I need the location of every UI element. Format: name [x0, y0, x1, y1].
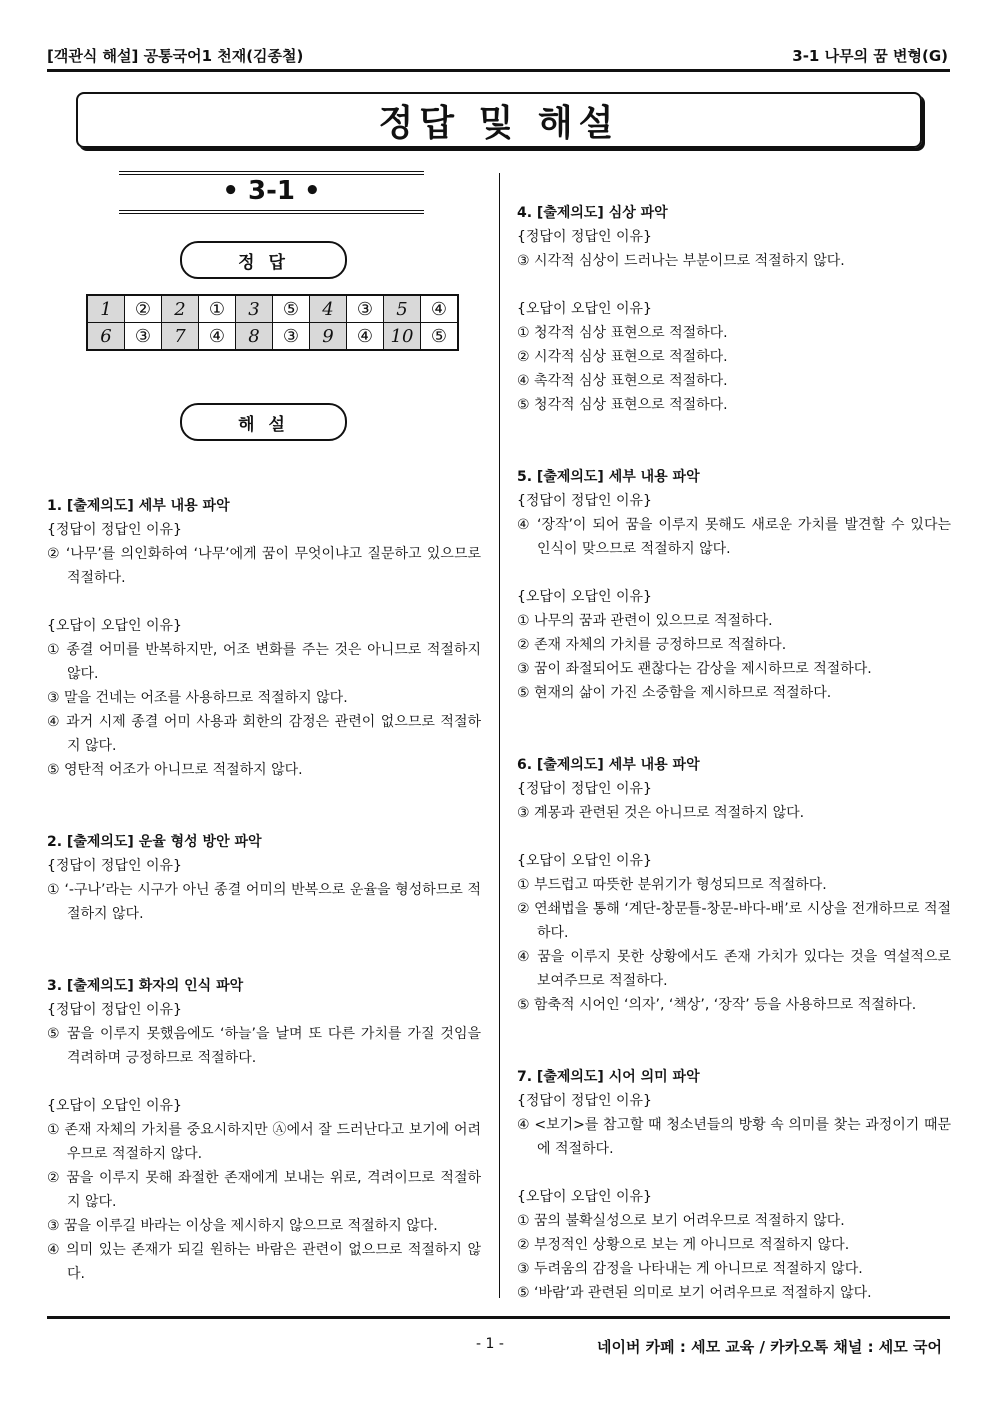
answer-choice: ⑤	[273, 295, 310, 323]
answer-choice: ①	[199, 295, 236, 323]
q1-correct-item: ② ‘나무’를 의인화하여 ‘나무’에게 꿈이 무엇이냐고 질문하고 있으므로 적절하다.	[47, 546, 481, 586]
question-number: 1	[87, 295, 125, 323]
column-divider	[499, 173, 500, 1298]
question-number: 7	[162, 323, 199, 351]
q7-correct-item: ④ <보기>를 참고할 때 청소년들의 방황 속 의미를 찾는 과정이기 때문에 적절하다.	[517, 1117, 951, 1157]
q5-correct-heading: {정답이 정답인 이유}	[517, 493, 652, 509]
page-title: 정답 및 해설	[76, 92, 922, 148]
question-number: 3	[236, 295, 273, 323]
q6-wrong-heading: {오답이 오답인 이유}	[517, 853, 652, 869]
q4-wrong-heading: {오답이 오답인 이유}	[517, 301, 652, 317]
q1-wrong-heading: {오답이 오답인 이유}	[47, 618, 182, 634]
q3-title: 3. [출제의도] 화자의 인식 파악	[47, 978, 244, 994]
q4-correct-heading: {정답이 정답인 이유}	[517, 229, 652, 245]
q4-wrong-item: ① 청각적 심상 표현으로 적절하다.	[517, 325, 728, 341]
q7-wrong-item: ③ 두려움의 감정을 나타내는 게 아니므로 적절하지 않다.	[517, 1261, 863, 1277]
question-number: 2	[162, 295, 199, 323]
q4-correct-item: ③ 시각적 심상이 드러나는 부분이므로 적절하지 않다.	[517, 253, 845, 269]
q5-wrong-heading: {오답이 오답인 이유}	[517, 589, 652, 605]
q5-wrong-item: ① 나무의 꿈과 관련이 있으므로 적절하다.	[517, 613, 773, 629]
q7-wrong-heading: {오답이 오답인 이유}	[517, 1189, 652, 1205]
q1-wrong-item: ① 종결 어미를 반복하지만, 어조 변화를 주는 것은 아니므로 적절하지 않다.	[47, 642, 481, 682]
answer-choice: ⑤	[421, 323, 459, 351]
q5-wrong-item: ⑤ 현재의 삶이 가진 소중함을 제시하므로 적절하다.	[517, 685, 832, 701]
q7-wrong-item: ⑤ ‘바람’과 관련된 의미로 보기 어려우므로 적절하지 않다.	[517, 1285, 872, 1301]
q7-correct-heading: {정답이 정답인 이유}	[517, 1093, 652, 1109]
q1-wrong-item: ⑤ 영탄적 어조가 아니므로 적절하지 않다.	[47, 762, 303, 778]
question-number: 10	[384, 323, 421, 351]
answer-table	[86, 294, 459, 351]
answer-label: 정 답	[180, 241, 347, 279]
answer-row	[87, 295, 458, 323]
answer-choice: ③	[273, 323, 310, 351]
q5-title: 5. [출제의도] 세부 내용 파악	[517, 469, 700, 485]
q1-correct-heading: {정답이 정답인 이유}	[47, 522, 182, 538]
q4-wrong-item: ⑤ 청각적 심상 표현으로 적절하다.	[517, 397, 728, 413]
q3-wrong-item: ④ 의미 있는 존재가 되길 원하는 바람은 관련이 없으므로 적절하지 않다.	[47, 1242, 481, 1282]
q3-correct-heading: {정답이 정답인 이유}	[47, 1002, 182, 1018]
q4-wrong-item: ② 시각적 심상 표현으로 적절하다.	[517, 349, 728, 365]
explanation-label: 해 설	[180, 403, 347, 441]
answer-choice: ④	[199, 323, 236, 351]
q6-wrong-item: ⑤ 함축적 시어인 ‘의자’, ‘책상’, ‘장작’ 등을 사용하므로 적절하다.	[517, 997, 917, 1013]
question-number: 5	[384, 295, 421, 323]
q5-correct-item: ④ ‘장작’이 되어 꿈을 이루지 못해도 새로운 가치를 발견할 수 있다는 인식이 맞으므로 적절하지 않다.	[517, 517, 951, 557]
q2-correct-item: ① ‘-구나’라는 시구가 아닌 종결 어미의 반복으로 운율을 형성하므로 적절하지 않다.	[47, 882, 481, 922]
header-course-label: [객관식 해설] 공통국어1 천재(김종철)	[47, 47, 304, 65]
answer-choice: ②	[125, 295, 162, 323]
left-column	[47, 494, 481, 1286]
footer-rule	[47, 1316, 950, 1319]
q3-wrong-item: ② 꿈을 이루지 못해 좌절한 존재에게 보내는 위로, 격려이므로 적절하지 않다.	[47, 1170, 481, 1210]
answer-row	[87, 323, 458, 351]
page-number: - 1 -	[476, 1336, 504, 1352]
q1-wrong-item: ③ 말을 건네는 어조를 사용하므로 적절하지 않다.	[47, 690, 348, 706]
answer-choice: ③	[125, 323, 162, 351]
q3-correct-item: ⑤ 꿈을 이루지 못했음에도 ‘하늘’을 날며 또 다른 가치를 가질 것임을 격려하며 긍정하므로 적절하다.	[47, 1026, 481, 1066]
answer-choice: ④	[421, 295, 459, 323]
q1-title: 1. [출제의도] 세부 내용 파악	[47, 498, 230, 514]
q3-wrong-heading: {오답이 오답인 이유}	[47, 1098, 182, 1114]
q6-wrong-item: ④ 꿈을 이루지 못한 상황에서도 존재 가치가 있다는 것을 역설적으로 보여주므로 적절하다.	[517, 949, 951, 989]
footer-channel-info: 네이버 카페 : 세모 교육 / 카카오톡 채널 : 세모 국어	[596, 1338, 942, 1356]
q6-wrong-item: ① 부드럽고 따뜻한 분위기가 형성되므로 적절하다.	[517, 877, 827, 893]
right-column	[517, 201, 951, 1305]
question-number: 6	[87, 323, 125, 351]
question-number: 8	[236, 323, 273, 351]
answer-choice: ③	[347, 295, 384, 323]
section-rule-bottom	[119, 210, 424, 214]
q6-correct-heading: {정답이 정답인 이유}	[517, 781, 652, 797]
q4-title: 4. [출제의도] 심상 파악	[517, 205, 668, 221]
q7-wrong-item: ② 부정적인 상황으로 보는 게 아니므로 적절하지 않다.	[517, 1237, 850, 1253]
header-rule	[47, 69, 950, 72]
q6-title: 6. [출제의도] 세부 내용 파악	[517, 757, 700, 773]
section-title: • 3-1 •	[222, 176, 321, 206]
q5-wrong-item: ③ 꿈이 좌절되어도 괜찮다는 감상을 제시하므로 적절하다.	[517, 661, 872, 677]
question-number: 4	[310, 295, 347, 323]
q5-wrong-item: ② 존재 자체의 가치를 긍정하므로 적절하다.	[517, 637, 787, 653]
q4-wrong-item: ④ 촉각적 심상 표현으로 적절하다.	[517, 373, 728, 389]
q6-correct-item: ③ 계몽과 관련된 것은 아니므로 적절하지 않다.	[517, 805, 805, 821]
q2-correct-heading: {정답이 정답인 이유}	[47, 858, 182, 874]
answer-choice: ④	[347, 323, 384, 351]
q2-title: 2. [출제의도] 운율 형성 방안 파악	[47, 834, 262, 850]
q3-wrong-item: ③ 꿈을 이루길 바라는 이상을 제시하지 않으므로 적절하지 않다.	[47, 1218, 438, 1234]
q6-wrong-item: ② 연쇄법을 통해 ‘계단-창문틀-창문-바다-배’로 시상을 전개하므로 적절하다.	[517, 901, 951, 941]
q7-title: 7. [출제의도] 시어 의미 파악	[517, 1069, 700, 1085]
q1-wrong-item: ④ 과거 시제 종결 어미 사용과 회한의 감정은 관련이 없으므로 적절하지 않다.	[47, 714, 481, 754]
q3-wrong-item: ① 존재 자체의 가치를 중요시하지만 Ⓐ에서 잘 드러난다고 보기에 어려우므로 적절하지 않다.	[47, 1122, 481, 1162]
question-number: 9	[310, 323, 347, 351]
section-rule-top	[119, 171, 424, 175]
header-unit-label: 3-1 나무의 꿈 변형(G)	[792, 47, 948, 65]
q7-wrong-item: ① 꿈의 불확실성으로 보기 어려우므로 적절하지 않다.	[517, 1213, 845, 1229]
